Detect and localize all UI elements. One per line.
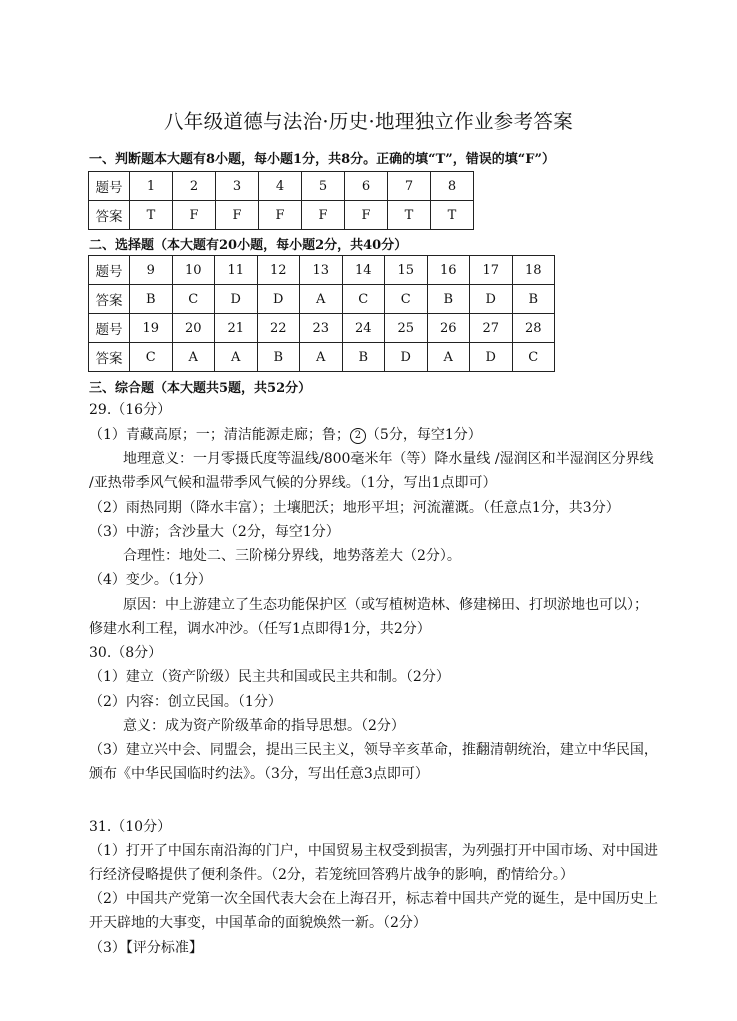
table-cell: 13 <box>300 256 343 285</box>
q29-reason: 原因：中上游建立了生态功能保护区（或写植树造林、修建梯田、打坝淤地也可以）； <box>123 597 648 613</box>
table-cell: 14 <box>342 256 385 285</box>
table-cell: 22 <box>257 314 300 343</box>
table-cell: D <box>470 285 513 314</box>
table-cell: 21 <box>215 314 258 343</box>
q29-heading: 29.（16分） <box>89 402 172 418</box>
table-cell: 4 <box>259 172 302 201</box>
table-row <box>89 172 474 201</box>
row-label-question-number: 题号 <box>89 172 130 201</box>
row-label-answer: 答案 <box>89 201 130 230</box>
table-cell: F <box>302 201 345 230</box>
q29-answer-2: （2）雨热同期（降水丰富）；土壤肥沃；地形平坦；河流灌溉。（任意点1分，共3分） <box>89 500 620 516</box>
q30-answer-3: （3）建立兴中会、同盟会，提出三民主义，领导辛亥革命，推翻清朝统治，建立中华民国， <box>89 742 658 758</box>
q31-heading: 31.（10分） <box>89 819 172 835</box>
circled-number: 2 <box>350 428 366 444</box>
table-cell: C <box>385 285 428 314</box>
q29-rationality: 合理性：地处二、三阶梯分界线，地势落差大（2分）。 <box>123 548 461 564</box>
q29-answer-1-score: （5分，每空1分） <box>365 427 482 443</box>
row-label-answer: 答案 <box>89 285 130 314</box>
table-cell: A <box>172 343 215 372</box>
table-cell: C <box>512 343 555 372</box>
q30-answer-3-cont: 颁布《中华民国临时约法》。（3分，写出任意3点即可） <box>89 766 429 782</box>
table-cell: 9 <box>130 256 173 285</box>
table-cell: 17 <box>470 256 513 285</box>
row-label-question-number: 题号 <box>89 314 130 343</box>
q30-answer-2: （2）内容：创立民国。（1分） <box>89 694 282 710</box>
table-row <box>89 314 555 343</box>
table-cell: C <box>172 285 215 314</box>
table-cell: 27 <box>470 314 513 343</box>
table-cell: F <box>345 201 388 230</box>
q30-significance: 意义：成为资产阶级革命的指导思想。（2分） <box>123 718 405 734</box>
table-cell: 7 <box>388 172 431 201</box>
table-cell: 11 <box>215 256 258 285</box>
table-cell: 6 <box>345 172 388 201</box>
section-3-heading: 三、综合题（本大题共5题，共52分） <box>89 381 312 396</box>
table-cell: 12 <box>257 256 300 285</box>
table-cell: T <box>431 201 474 230</box>
table-cell: A <box>427 343 470 372</box>
table-cell: C <box>130 343 173 372</box>
table-cell: 18 <box>512 256 555 285</box>
q29-answer-1 <box>89 423 482 447</box>
q30-heading: 30.（8分） <box>89 645 163 661</box>
page-title: 八年级道德与法治·历史·地理独立作业参考答案 <box>164 110 573 133</box>
section-2-heading: 二、选择题（本大题有20小题，每小题2分，共40分） <box>89 238 408 253</box>
q31-answer-2: （2）中国共产党第一次全国代表大会在上海召开，标志着中国共产党的诞生，是中国历史上 <box>89 891 658 907</box>
table-row <box>89 343 555 372</box>
q31-answer-1-cont: 行经济侵略提供了便利条件。（2分，若笼统回答鸦片战争的影响，酌情给分。） <box>89 867 574 883</box>
table-cell: T <box>130 201 173 230</box>
table-cell: 2 <box>173 172 216 201</box>
table-cell: A <box>215 343 258 372</box>
table-cell: D <box>470 343 513 372</box>
table-cell: 25 <box>385 314 428 343</box>
row-label-question-number: 题号 <box>89 256 130 285</box>
q29-answer-3: （3）中游；含沙量大（2分，每空1分） <box>89 524 340 540</box>
q30-answer-1: （1）建立（资产阶级）民主共和国或民主共和制。（2分） <box>89 669 450 685</box>
table-cell: B <box>427 285 470 314</box>
table-cell: 20 <box>172 314 215 343</box>
multiple-choice-answer-table <box>88 255 555 372</box>
table-cell: 3 <box>216 172 259 201</box>
table-cell: 23 <box>300 314 343 343</box>
table-cell: 16 <box>427 256 470 285</box>
table-cell: T <box>388 201 431 230</box>
table-cell: F <box>173 201 216 230</box>
table-cell: A <box>300 285 343 314</box>
q31-answer-1: （1）打开了中国东南沿海的门户，中国贸易主权受到损害，为列强打开中国市场、对中国进 <box>89 843 658 859</box>
true-false-answer-table <box>88 171 474 230</box>
table-cell: 26 <box>427 314 470 343</box>
table-cell: F <box>259 201 302 230</box>
table-cell: 1 <box>130 172 173 201</box>
table-row <box>89 256 555 285</box>
table-cell: B <box>342 343 385 372</box>
table-row <box>89 201 474 230</box>
table-cell: B <box>257 343 300 372</box>
table-cell: C <box>342 285 385 314</box>
table-cell: B <box>130 285 173 314</box>
table-cell: 8 <box>431 172 474 201</box>
q29-geographic-significance: 地理意义：一月零摄氏度等温线/800毫米年（等）降水量线 /湿润区和半湿润区分界线 <box>123 451 654 467</box>
table-cell: 24 <box>342 314 385 343</box>
table-cell: D <box>215 285 258 314</box>
table-cell: B <box>512 285 555 314</box>
q29-geographic-significance-cont: /亚热带季风气候和温带季风气候的分界线。（1分，写出1点即可） <box>89 475 497 491</box>
q29-answer-1-text: （1）青藏高原；一；清洁能源走廊；鲁； <box>89 427 350 443</box>
table-cell: D <box>385 343 428 372</box>
table-cell: 15 <box>385 256 428 285</box>
row-label-answer: 答案 <box>89 343 130 372</box>
table-cell: 28 <box>512 314 555 343</box>
q29-reason-cont: 修建水利工程，调水冲沙。（任写1点即得1分，共2分） <box>89 621 431 637</box>
section-1-heading: 一、判断题本大题有8小题，每小题1分，共8分。正确的填“T”，错误的填“F”） <box>89 152 555 167</box>
q31-answer-3: （3）【评分标准】 <box>89 940 203 956</box>
table-cell: 5 <box>302 172 345 201</box>
table-cell: 19 <box>130 314 173 343</box>
table-cell: D <box>257 285 300 314</box>
table-row <box>89 285 555 314</box>
q31-answer-2-cont: 开天辟地的大事变，中国革命的面貌焕然一新。（2分） <box>89 915 427 931</box>
table-cell: F <box>216 201 259 230</box>
table-cell: A <box>300 343 343 372</box>
table-cell: 10 <box>172 256 215 285</box>
q29-answer-4: （4）变少。（1分） <box>89 572 212 588</box>
